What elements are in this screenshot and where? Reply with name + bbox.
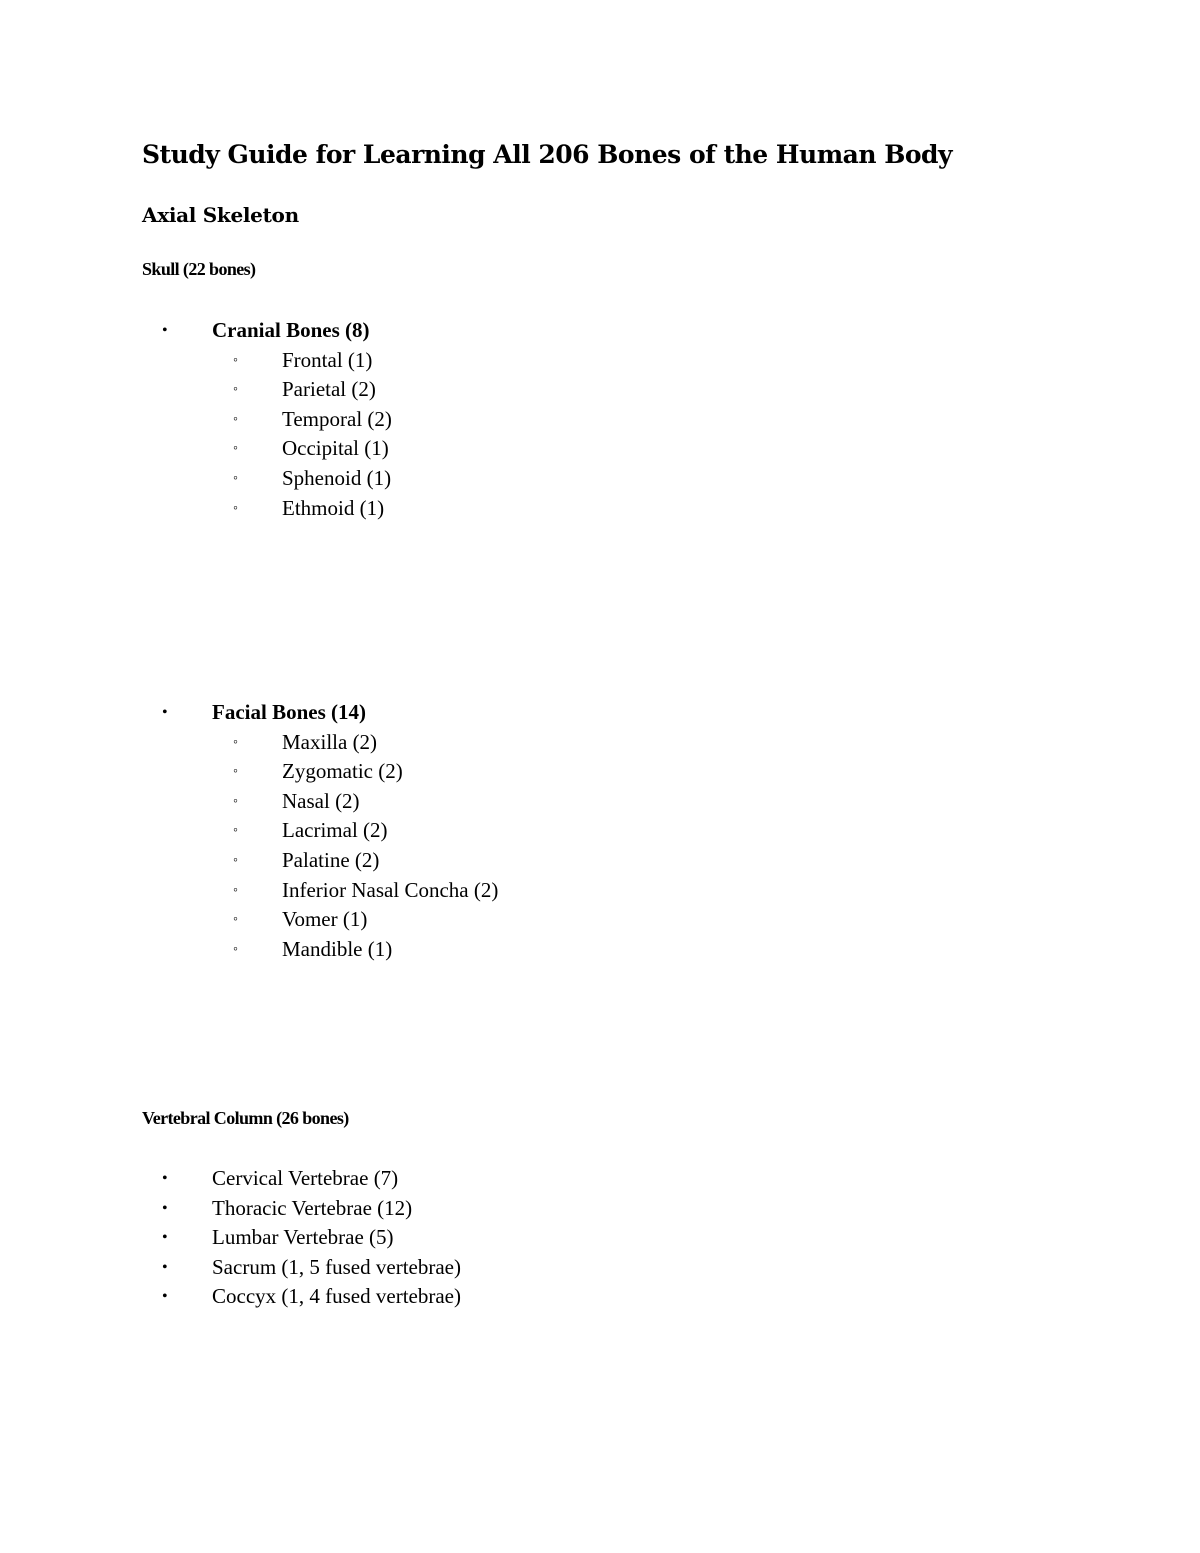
vertebra-name: Cervical Vertebrae (7) [212, 1166, 399, 1190]
bullet-icon: • [162, 1288, 168, 1306]
circle-bullet-icon: ◦ [233, 411, 238, 427]
circle-bullet-icon: ◦ [233, 941, 238, 957]
circle-bullet-icon: ◦ [233, 734, 238, 750]
vertebral-column-list [0, 1164, 1200, 1312]
bone-name: Nasal (2) [282, 788, 360, 813]
list-item [0, 1253, 1200, 1283]
bullet-icon: • [162, 1199, 168, 1217]
list-item [0, 757, 1200, 787]
bullet-icon: • [162, 704, 168, 721]
bone-name: Parietal (2) [282, 377, 376, 402]
list-item [0, 1194, 1200, 1224]
list-item [0, 698, 1200, 728]
vertebra-name: Sacrum (1, 5 fused vertebrae) [212, 1254, 461, 1279]
bone-name: Zygomatic (2) [282, 759, 403, 784]
list-item [0, 876, 1200, 906]
bone-name: Inferior Nasal Concha (2) [282, 877, 499, 902]
list-item [0, 494, 1200, 524]
bullet-icon: • [162, 1229, 168, 1247]
bone-name: Occipital (1) [282, 436, 389, 461]
section-heading-axial-skeleton: Axial Skeleton [142, 203, 299, 227]
list-item [0, 405, 1200, 435]
list-item [0, 728, 1200, 758]
subheading-vertebral-column: Vertebral Column (26 bones) [142, 1108, 349, 1128]
bullet-icon: • [162, 1258, 168, 1276]
page-title: Study Guide for Learning All 206 Bones of the Human Body [142, 140, 953, 169]
circle-bullet-icon: ◦ [233, 500, 238, 516]
list-item [0, 346, 1200, 376]
list-item [0, 1282, 1200, 1312]
bone-name: Mandible (1) [282, 936, 393, 961]
cranial-bones-label: Cranial Bones (8) [212, 318, 370, 342]
bone-name: Palatine (2) [282, 847, 380, 872]
subheading-skull: Skull (22 bones) [142, 259, 256, 279]
bullet-icon: • [162, 1170, 168, 1187]
circle-bullet-icon: ◦ [233, 382, 238, 398]
cranial-bones-list [0, 316, 1200, 523]
bone-name: Lacrimal (2) [282, 818, 388, 843]
circle-bullet-icon: ◦ [233, 882, 238, 898]
list-item [0, 935, 1200, 965]
circle-bullet-icon: ◦ [233, 852, 238, 868]
circle-bullet-icon: ◦ [233, 823, 238, 839]
list-item [0, 846, 1200, 876]
vertebra-name: Thoracic Vertebrae (12) [212, 1195, 413, 1220]
bone-name: Temporal (2) [282, 406, 392, 431]
bone-name: Vomer (1) [282, 907, 368, 932]
circle-bullet-icon: ◦ [233, 793, 238, 809]
circle-bullet-icon: ◦ [233, 352, 238, 368]
vertebra-name: Coccyx (1, 4 fused vertebrae) [212, 1284, 461, 1309]
list-item [0, 1223, 1200, 1253]
vertebra-name: Lumbar Vertebrae (5) [212, 1225, 394, 1250]
facial-bones-list [0, 698, 1200, 964]
list-item [0, 375, 1200, 405]
list-item [0, 464, 1200, 494]
bullet-icon: • [162, 322, 168, 339]
circle-bullet-icon: ◦ [233, 912, 238, 928]
circle-bullet-icon: ◦ [233, 441, 238, 457]
bone-name: Sphenoid (1) [282, 465, 392, 490]
list-item [0, 905, 1200, 935]
bone-name: Frontal (1) [282, 347, 373, 372]
list-item [0, 816, 1200, 846]
list-item [0, 316, 1200, 346]
list-item [0, 787, 1200, 817]
facial-bones-label: Facial Bones (14) [212, 700, 366, 724]
list-item [0, 434, 1200, 464]
circle-bullet-icon: ◦ [233, 764, 238, 780]
list-item [0, 1164, 1200, 1194]
bone-name: Maxilla (2) [282, 729, 378, 754]
circle-bullet-icon: ◦ [233, 470, 238, 486]
bone-name: Ethmoid (1) [282, 495, 385, 520]
